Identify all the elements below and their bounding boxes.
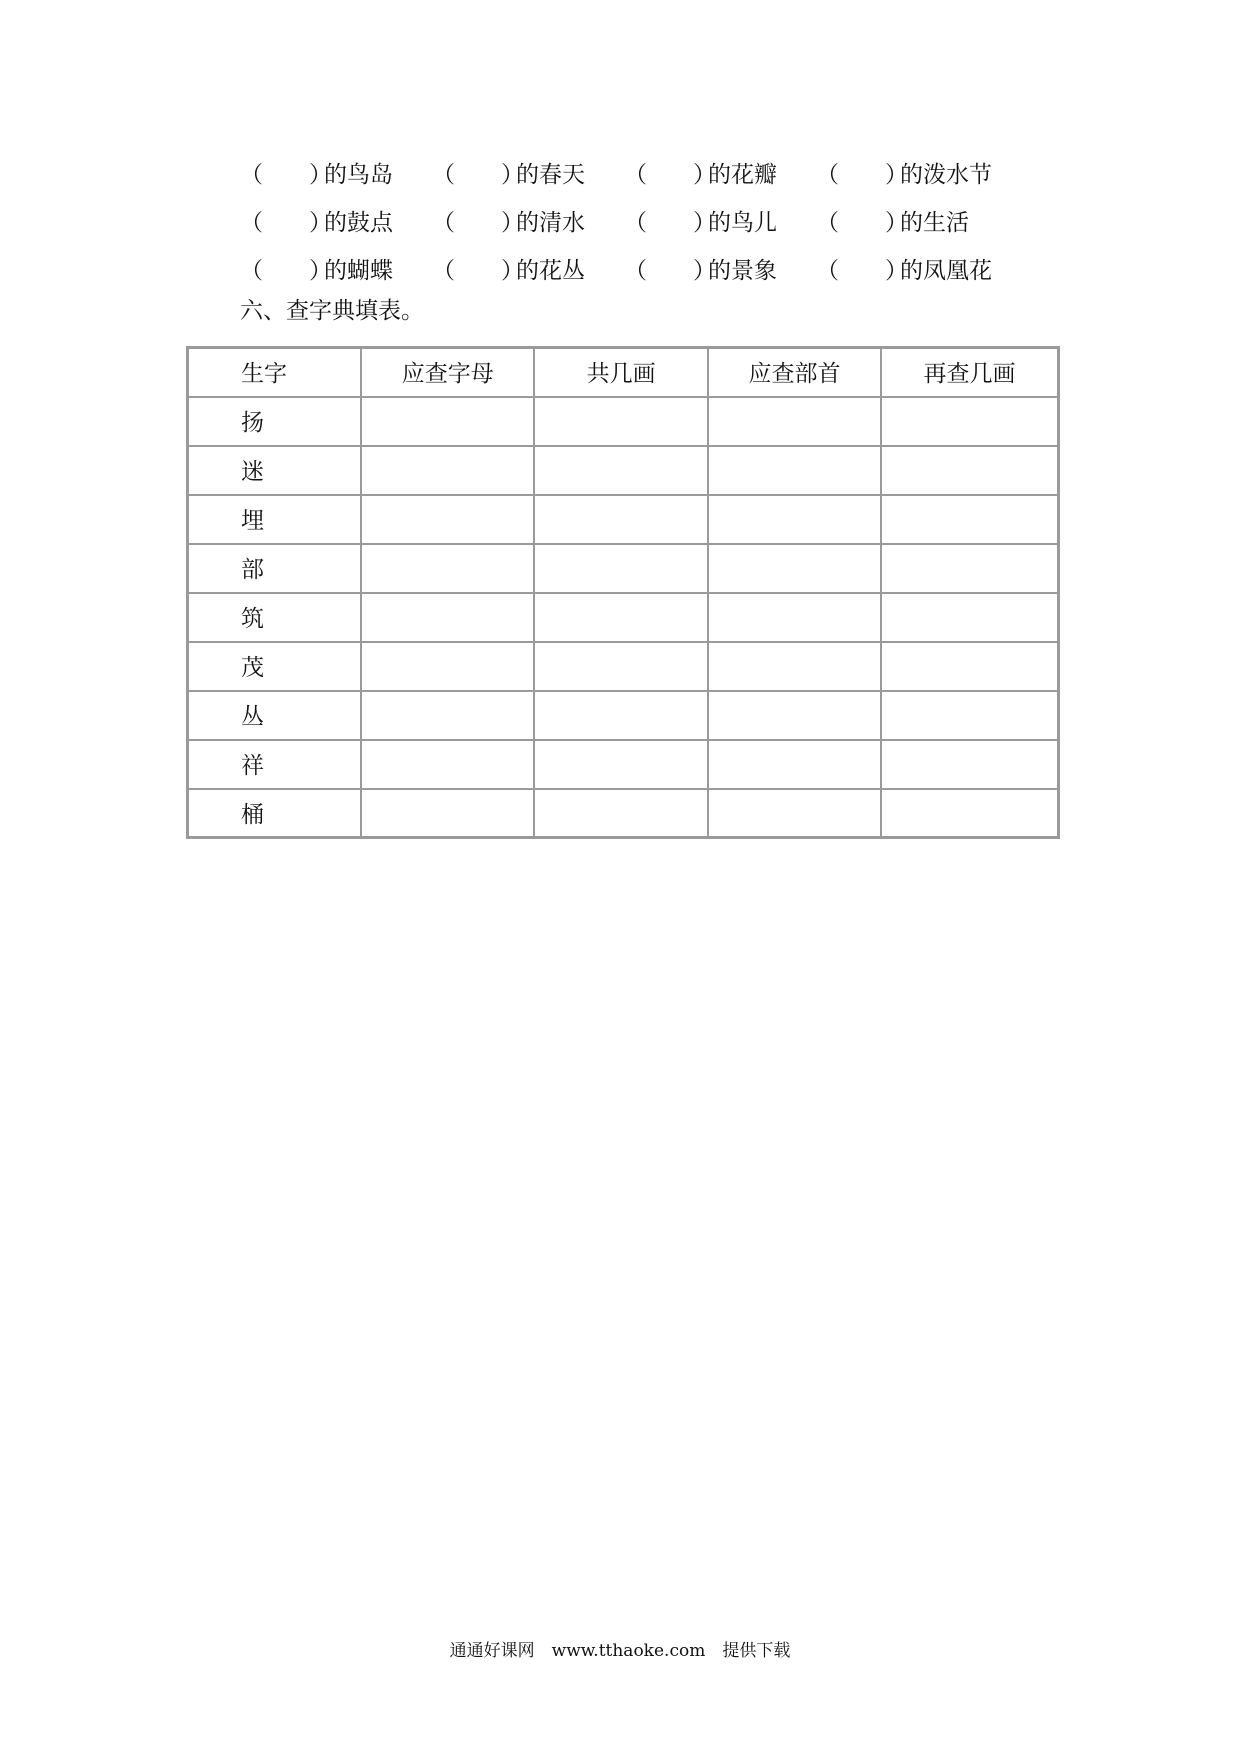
answer-cell-remaining[interactable] xyxy=(881,593,1058,642)
answer-cell-letter[interactable] xyxy=(361,446,534,495)
answer-cell-strokes[interactable] xyxy=(534,642,707,691)
answer-cell-remaining[interactable] xyxy=(881,397,1058,446)
fill-item xyxy=(432,204,624,237)
answer-cell-letter[interactable] xyxy=(361,789,534,838)
blank-parentheses[interactable]: （ ） xyxy=(624,209,716,236)
fill-item xyxy=(816,204,1040,237)
blank-parentheses[interactable]: （ ） xyxy=(432,257,524,284)
answer-cell-radical[interactable] xyxy=(708,397,881,446)
blank-parentheses[interactable]: （ ） xyxy=(816,161,908,188)
header-remaining-strokes: 再查几画 xyxy=(881,348,1058,397)
table-row xyxy=(188,740,1059,789)
header-initial-letter: 应查字母 xyxy=(361,348,534,397)
table-row xyxy=(188,642,1059,691)
fill-word: 的花丛 xyxy=(516,257,585,284)
character-cell: 埋 xyxy=(188,495,362,544)
answer-cell-remaining[interactable] xyxy=(881,691,1058,740)
header-stroke-count: 共几画 xyxy=(534,348,707,397)
fill-item xyxy=(240,156,432,189)
character-cell: 桶 xyxy=(188,789,362,838)
header-character: 生字 xyxy=(188,348,362,397)
answer-cell-letter[interactable] xyxy=(361,397,534,446)
answer-cell-remaining[interactable] xyxy=(881,446,1058,495)
blank-parentheses[interactable]: （ ） xyxy=(432,161,524,188)
fill-item xyxy=(240,252,432,285)
answer-cell-remaining[interactable] xyxy=(881,740,1058,789)
fill-item xyxy=(624,156,816,189)
fill-item xyxy=(240,204,432,237)
blank-parentheses[interactable]: （ ） xyxy=(240,161,332,188)
table-header-row xyxy=(188,348,1059,397)
character-cell: 丛 xyxy=(188,691,362,740)
fill-row xyxy=(240,244,1040,292)
answer-cell-strokes[interactable] xyxy=(534,495,707,544)
answer-cell-letter[interactable] xyxy=(361,593,534,642)
table-row xyxy=(188,691,1059,740)
answer-cell-strokes[interactable] xyxy=(534,740,707,789)
blank-parentheses[interactable]: （ ） xyxy=(816,209,908,236)
fill-item xyxy=(624,204,816,237)
answer-cell-strokes[interactable] xyxy=(534,446,707,495)
dictionary-table xyxy=(186,346,1060,839)
fill-item xyxy=(816,252,1040,285)
blank-parentheses[interactable]: （ ） xyxy=(816,257,908,284)
fill-word: 的春天 xyxy=(516,161,585,188)
character-cell: 筑 xyxy=(188,593,362,642)
fill-in-blanks-section xyxy=(240,148,1040,292)
answer-cell-radical[interactable] xyxy=(708,495,881,544)
answer-cell-letter[interactable] xyxy=(361,642,534,691)
fill-row xyxy=(240,196,1040,244)
blank-parentheses[interactable]: （ ） xyxy=(240,209,332,236)
table-row xyxy=(188,446,1059,495)
fill-word: 的花瓣 xyxy=(708,161,777,188)
fill-word: 的鸟儿 xyxy=(708,209,777,236)
fill-item xyxy=(624,252,816,285)
fill-item xyxy=(432,252,624,285)
answer-cell-strokes[interactable] xyxy=(534,544,707,593)
fill-row xyxy=(240,148,1040,196)
answer-cell-strokes[interactable] xyxy=(534,593,707,642)
table-row xyxy=(188,495,1059,544)
answer-cell-remaining[interactable] xyxy=(881,544,1058,593)
blank-parentheses[interactable]: （ ） xyxy=(240,257,332,284)
answer-cell-strokes[interactable] xyxy=(534,789,707,838)
answer-cell-radical[interactable] xyxy=(708,544,881,593)
blank-parentheses[interactable]: （ ） xyxy=(624,161,716,188)
blank-parentheses[interactable]: （ ） xyxy=(624,257,716,284)
character-cell: 扬 xyxy=(188,397,362,446)
table-row xyxy=(188,789,1059,838)
answer-cell-letter[interactable] xyxy=(361,740,534,789)
fill-word: 的清水 xyxy=(516,209,585,236)
fill-word: 的泼水节 xyxy=(900,161,992,188)
answer-cell-radical[interactable] xyxy=(708,446,881,495)
footer-credit: 通通好课网 www.tthaoke.com 提供下载 xyxy=(449,1641,791,1661)
fill-word: 的景象 xyxy=(708,257,777,284)
fill-word: 的蝴蝶 xyxy=(324,257,393,284)
answer-cell-letter[interactable] xyxy=(361,544,534,593)
character-cell: 茂 xyxy=(188,642,362,691)
answer-cell-remaining[interactable] xyxy=(881,789,1058,838)
answer-cell-radical[interactable] xyxy=(708,642,881,691)
character-cell: 祥 xyxy=(188,740,362,789)
table-row xyxy=(188,397,1059,446)
answer-cell-radical[interactable] xyxy=(708,593,881,642)
answer-cell-strokes[interactable] xyxy=(534,691,707,740)
fill-word: 的生活 xyxy=(900,209,969,236)
answer-cell-remaining[interactable] xyxy=(881,495,1058,544)
fill-item xyxy=(432,156,624,189)
header-radical: 应查部首 xyxy=(708,348,881,397)
answer-cell-radical[interactable] xyxy=(708,691,881,740)
answer-cell-radical[interactable] xyxy=(708,789,881,838)
fill-item xyxy=(816,156,1040,189)
table-row xyxy=(188,544,1059,593)
character-cell: 部 xyxy=(188,544,362,593)
table-row xyxy=(188,593,1059,642)
answer-cell-letter[interactable] xyxy=(361,691,534,740)
fill-word: 的鸟岛 xyxy=(324,161,393,188)
character-cell: 迷 xyxy=(188,446,362,495)
blank-parentheses[interactable]: （ ） xyxy=(432,209,524,236)
answer-cell-radical[interactable] xyxy=(708,740,881,789)
answer-cell-strokes[interactable] xyxy=(534,397,707,446)
fill-word: 的鼓点 xyxy=(324,209,393,236)
answer-cell-remaining[interactable] xyxy=(881,642,1058,691)
answer-cell-letter[interactable] xyxy=(361,495,534,544)
section-six-title: 六、查字典填表。 xyxy=(240,298,424,324)
fill-word: 的凤凰花 xyxy=(900,257,992,284)
